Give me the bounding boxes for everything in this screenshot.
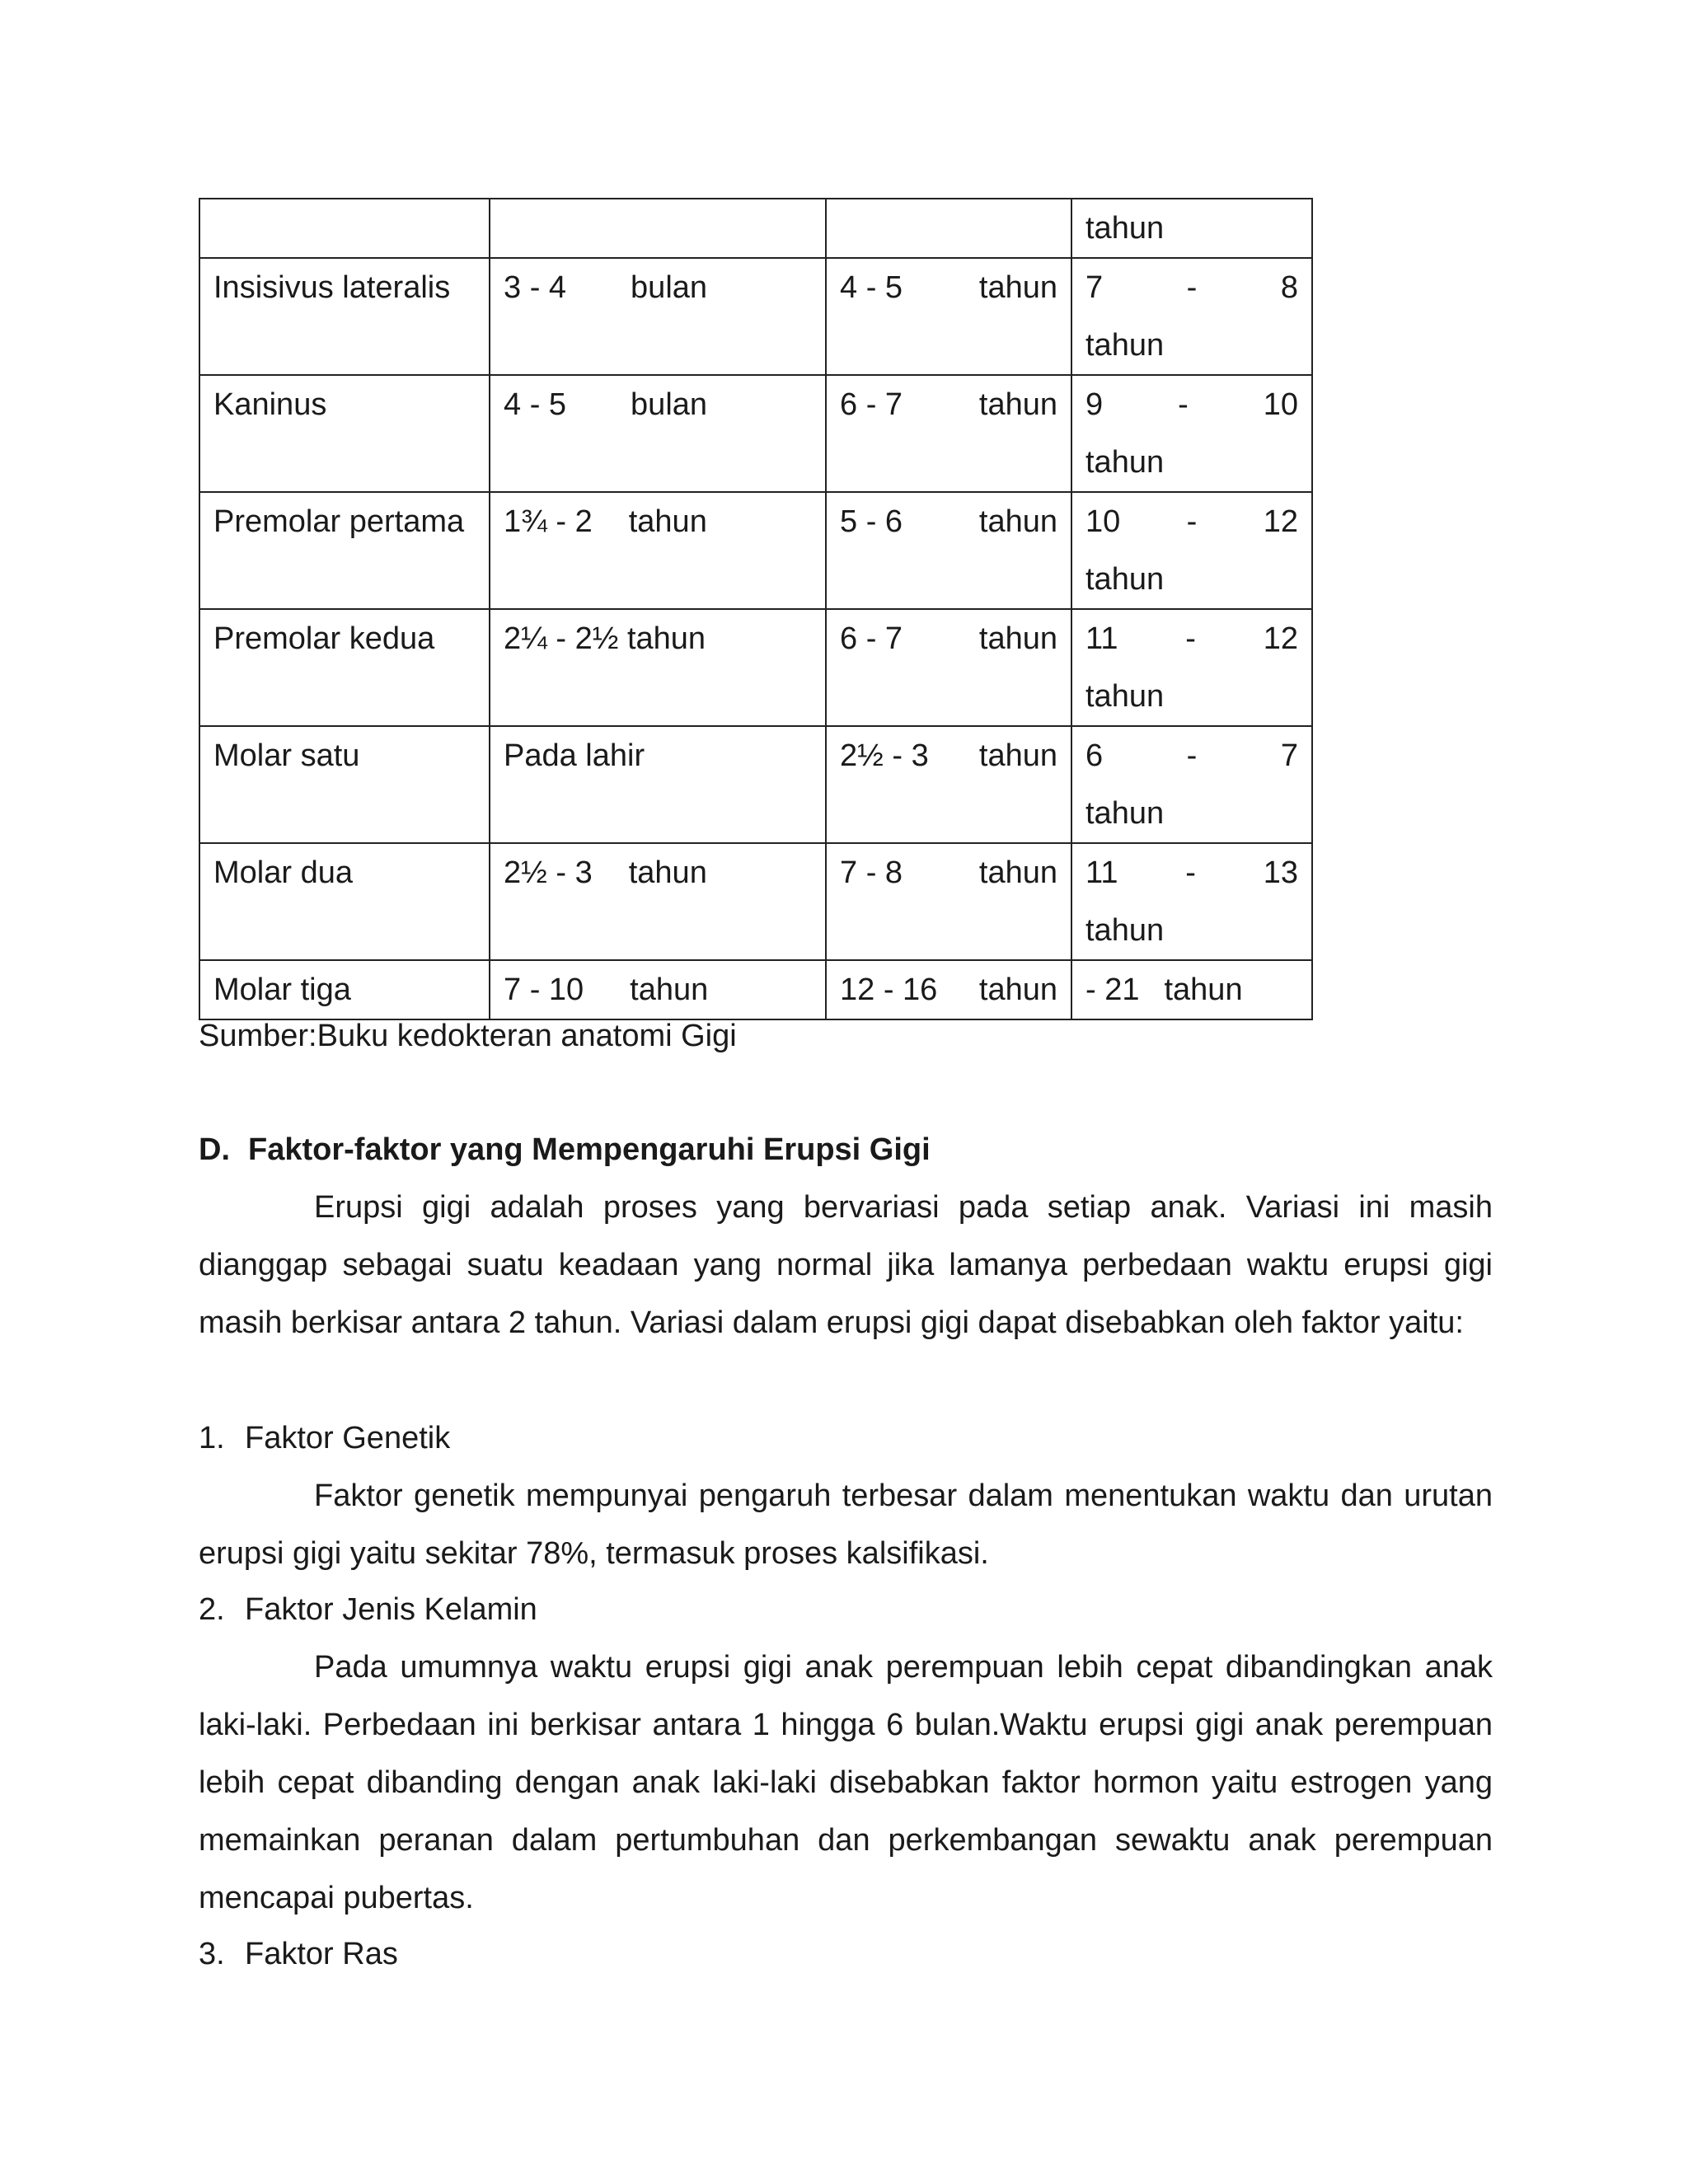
table-cell: 6 - 7 tahun (1071, 726, 1312, 843)
section-letter: D. (199, 1132, 230, 1167)
table-cell: Insisivus lateralis (199, 258, 490, 375)
genetik-paragraph: Faktor genetik mempunyai pengaruh terbesar dalam menentukan waktu dan urutan erupsi gigi yaitu sekitar 78%, termasuk proses kalsifikasi. (199, 1479, 1493, 1571)
jenis-kelamin-paragraph: Pada umumnya waktu erupsi gigi anak perempuan lebih cepat dibandingkan anak laki-laki. Perbedaan ini berkisar antara 1 hingga 6 bulan.Waktu erupsi gigi anak perempuan lebih cepat dibanding dengan anak laki-laki disebabkan faktor hormon yaitu estrogen yang memainkan peranan dalam pertumbuhan dan perkembangan sewaktu anak perempuan mencapai pubertas. (199, 1650, 1493, 1915)
table-cell (199, 199, 490, 258)
table-cell: Premolar pertama (199, 492, 490, 609)
list-item: 2. Faktor Jenis Kelamin (199, 1592, 537, 1627)
table-cell: Molar dua (199, 843, 490, 960)
table-cell: 7 - 8 tahun (1071, 258, 1312, 375)
table-cell: 7 - 10 tahun (490, 960, 826, 1019)
section-heading (199, 1121, 931, 1179)
table-cell: Molar tiga (199, 960, 490, 1019)
table-row (199, 492, 1312, 609)
list-item: 3. Faktor Ras (199, 1937, 398, 1971)
table-cell: 9 - 10 tahun (1071, 375, 1312, 492)
table-cell: Molar satu (199, 726, 490, 843)
table-cell (490, 199, 826, 258)
eruption-table (199, 198, 1313, 1020)
table-cell: 11 - 13 tahun (1071, 843, 1312, 960)
table-cell: 6 - 7 tahun (826, 609, 1071, 726)
table-source: Sumber:Buku kedokteran anatomi Gigi (199, 1019, 737, 1053)
table-cell: - 21 tahun (1071, 960, 1312, 1019)
table-row (199, 843, 1312, 960)
table-cell: 7 - 8 tahun (826, 843, 1071, 960)
table-cell: 4 - 5 bulan (490, 375, 826, 492)
list-item: 1. Faktor Genetik (199, 1421, 451, 1455)
intro-paragraph: Erupsi gigi adalah proses yang bervariasi pada setiap anak. Variasi ini masih dianggap sebagai suatu keadaan yang normal jika lamanya perbedaan waktu erupsi gigi masih berkisar antara 2 tahun. Variasi dalam erupsi gigi dapat disebabkan oleh faktor yaitu: (199, 1190, 1493, 1340)
table-cell: 1¾ - 2 tahun (490, 492, 826, 609)
table-cell: 2¼ - 2½ tahun (490, 609, 826, 726)
table-row (199, 258, 1312, 375)
table-cell: 4 - 5 tahun (826, 258, 1071, 375)
table-cell: 2½ - 3 tahun (826, 726, 1071, 843)
table-cell: 5 - 6 tahun (826, 492, 1071, 609)
table-cell: 2½ - 3 tahun (490, 843, 826, 960)
table-cell: Kaninus (199, 375, 490, 492)
table-row (199, 199, 1312, 258)
table-row (199, 726, 1312, 843)
table-cell: 10 - 12 tahun (1071, 492, 1312, 609)
table-cell: Premolar kedua (199, 609, 490, 726)
table-row (199, 375, 1312, 492)
table-cell: 6 - 7 tahun (826, 375, 1071, 492)
table-cell: 12 - 16 tahun (826, 960, 1071, 1019)
table-cell: Pada lahir (490, 726, 826, 843)
table-cell (826, 199, 1071, 258)
table-cell: tahun (1071, 199, 1312, 258)
table-row (199, 609, 1312, 726)
table-cell: 3 - 4 bulan (490, 258, 826, 375)
table-cell: 11 - 12 tahun (1071, 609, 1312, 726)
section-title: Faktor-faktor yang Mempengaruhi Erupsi Gigi (248, 1132, 931, 1167)
